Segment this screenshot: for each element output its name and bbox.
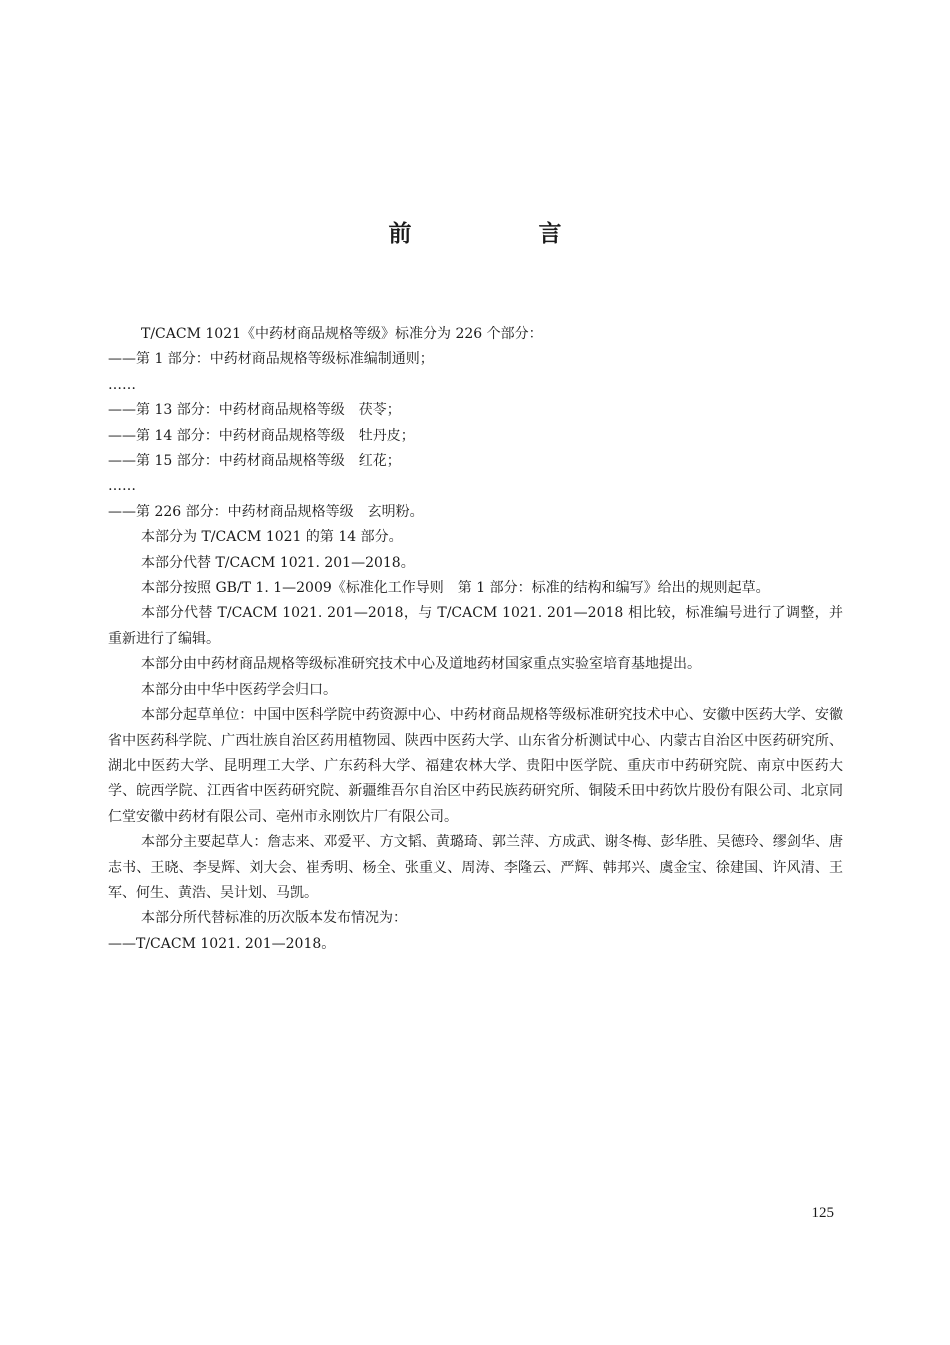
paragraph: 本部分所代替标准的历次版本发布情况为： (141, 910, 407, 927)
paragraph: 本部分按照 GB/T 1. 1—2009《标准化工作导则 第 1 部分：标准的结构和编写》给出的规则起草。 (141, 580, 770, 597)
paragraph: …… (108, 478, 136, 495)
paragraph: 本部分主要起草人：詹志来、邓爱平、方文韬、黄璐琦、郭兰萍、方成武、谢冬梅、彭华胜、吴德玲、缪剑华、唐志书、王晓、李旻辉、刘大会、崔秀明、杨全、张重义、周涛、李隆云、严辉、韩邦兴、虞金宝、徐建国、许风清、王军、何生、黄浩、吴计划、马凯。 (108, 834, 843, 901)
document-body (108, 322, 843, 957)
paragraph: 本部分起草单位：中国中医科学院中药资源中心、中药材商品规格等级标准研究技术中心、安徽中医药大学、安徽省中医药科学院、广西壮族自治区药用植物园、陕西中医药大学、山东省分析测试中心、内蒙古自治区中医药研究所、湖北中医药大学、昆明理工大学、广东药科大学、福建农林大学、贵阳中医学院、重庆市中药研究院、南京中医药大学、皖西学院、江西省中医药研究院、新疆维吾尔自治区中药民族药研究所、铜陵禾田中药饮片股份有限公司、北京同仁堂安徽中药材有限公司、亳州市永刚饮片厂有限公司。 (108, 707, 843, 825)
paragraph: 本部分代替 T/CACM 1021. 201—2018，与 T/CACM 1021. 201—2018 相比较，标准编号进行了调整，并重新进行了编辑。 (108, 605, 843, 647)
page-title: 前 言 (388, 221, 614, 247)
paragraph: T/CACM 1021《中药材商品规格等级》标准分为 226 个部分： (141, 326, 543, 342)
paragraph: ——第 1 部分：中药材商品规格等级标准编制通则； (108, 351, 434, 368)
paragraph: 本部分由中药材商品规格等级标准研究技术中心及道地药材国家重点实验室培育基地提出。 (141, 656, 701, 673)
paragraph: ——第 14 部分：中药材商品规格等级 牡丹皮； (108, 427, 415, 444)
paragraph: ——第 13 部分：中药材商品规格等级 茯苓； (108, 402, 401, 419)
paragraph: 本部分代替 T/CACM 1021. 201—2018。 (141, 554, 415, 571)
page-number: 125 (811, 1205, 834, 1221)
paragraph: …… (108, 376, 136, 393)
paragraph: 本部分为 T/CACM 1021 的第 14 部分。 (141, 529, 403, 546)
paragraph: 本部分由中华中医药学会归口。 (141, 681, 337, 698)
paragraph: ——第 15 部分：中药材商品规格等级 红花； (108, 453, 401, 470)
paragraph: ——T/CACM 1021. 201—2018。 (108, 935, 336, 952)
paragraph: ——第 226 部分：中药材商品规格等级 玄明粉。 (108, 503, 424, 520)
